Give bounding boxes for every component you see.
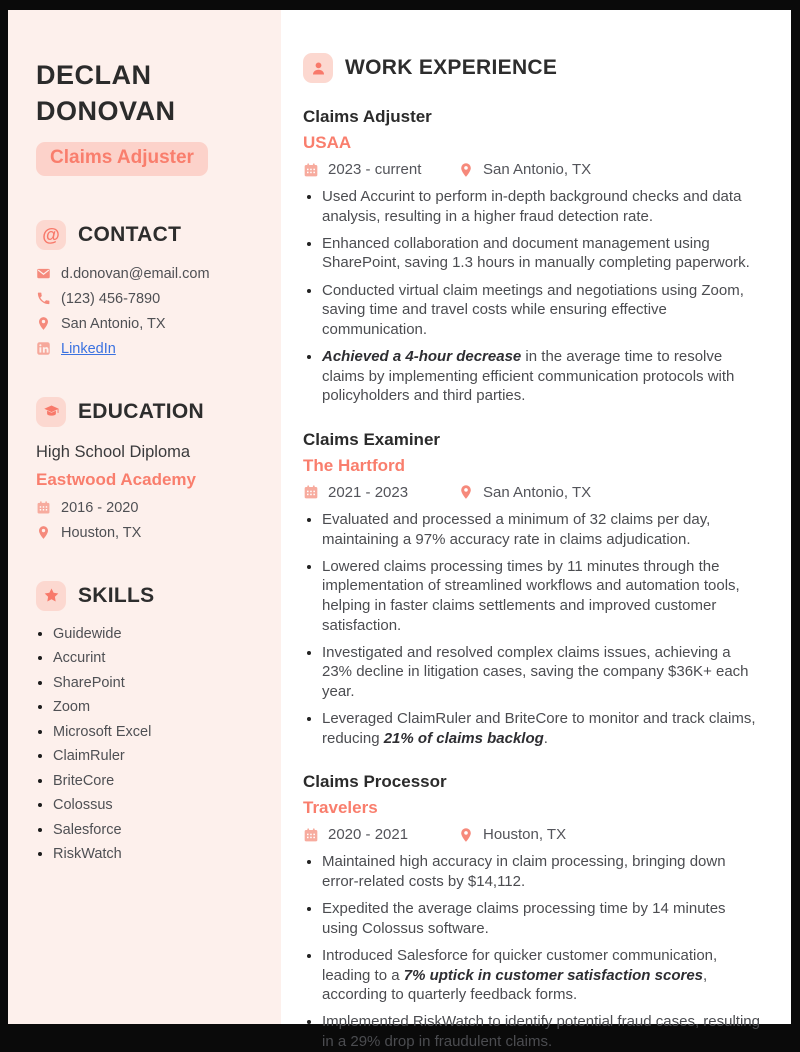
job-location: San Antonio, TX bbox=[483, 161, 592, 178]
job-company: The Hartford bbox=[303, 455, 405, 475]
job-bullet: • Maintained high accuracy in claim processing, bringing down error-related costs by $14,112. bbox=[322, 852, 763, 891]
main-column bbox=[281, 10, 791, 1051]
work-experience-heading: WORK EXPERIENCE bbox=[345, 56, 558, 79]
skill-item: • Guidewide bbox=[53, 626, 257, 642]
job-bullet: • Introduced Salesforce for quicker customer communication, leading to a 7% uptick in customer satisfaction scores, according to quarterly feedback forms. bbox=[322, 946, 763, 1005]
job-company: Travelers bbox=[303, 798, 378, 818]
location-pin-icon bbox=[458, 484, 474, 500]
job-bullet: • Investigated and resolved complex claims issues, achieving a 23% decline in litigation cases, saving the company $36K+ each year. bbox=[322, 643, 763, 702]
job-bullet: • Enhanced collaboration and document management using SharePoint, saving 1.3 hours in manually completing paperwork. bbox=[322, 234, 763, 273]
job-dates: 2020 - 2021 bbox=[328, 826, 409, 844]
calendar-icon bbox=[303, 827, 319, 843]
skill-item: • Colossus bbox=[53, 797, 257, 813]
skills-list bbox=[36, 626, 257, 863]
contact-location: San Antonio, TX bbox=[61, 315, 166, 332]
graduation-cap-icon bbox=[36, 397, 66, 427]
contact-heading: CONTACT bbox=[78, 222, 182, 246]
contact-linkedin-row bbox=[36, 341, 257, 357]
job-meta bbox=[303, 161, 763, 178]
job-bullet: • Implemented RiskWatch to identify potential fraud cases, resulting in a 29% drop in fraudulent claims. bbox=[322, 1012, 763, 1051]
skill-item: • Microsoft Excel bbox=[53, 724, 257, 740]
envelope-icon bbox=[36, 266, 51, 281]
job-entry bbox=[303, 430, 763, 749]
skill-item: • RiskWatch bbox=[53, 846, 257, 862]
job-dates-row bbox=[303, 161, 458, 178]
job-bullet: • Used Accurint to perform in-depth background checks and data analysis, resulting in a higher fraud detection rate. bbox=[322, 187, 763, 226]
person-name bbox=[36, 58, 257, 130]
job-title: Claims Examiner bbox=[303, 429, 441, 449]
star-icon bbox=[36, 581, 66, 611]
contact-location-row bbox=[36, 316, 257, 332]
education-section-header bbox=[36, 397, 257, 427]
calendar-icon bbox=[303, 484, 319, 500]
job-bullet: • Conducted virtual claim meetings and negotiations using Zoom, saving time and travel costs while ensuring effective communication. bbox=[322, 281, 763, 340]
calendar-icon bbox=[303, 162, 319, 178]
location-pin-icon bbox=[36, 525, 51, 540]
education-location: Houston, TX bbox=[61, 524, 142, 541]
job-bullets bbox=[303, 852, 763, 1051]
job-bullet: • Evaluated and processed a minimum of 32 claims per day, maintaining a 97% accuracy rate in claims adjudication. bbox=[322, 510, 763, 549]
job-location-row bbox=[458, 826, 566, 843]
job-title: Claims Adjuster bbox=[303, 107, 432, 126]
skills-section-header bbox=[36, 581, 257, 611]
education-dates: 2016 - 2020 bbox=[61, 499, 139, 516]
at-icon: @ bbox=[36, 220, 66, 250]
education-dates-row bbox=[36, 500, 257, 516]
job-location-row bbox=[458, 484, 591, 501]
job-dates-row bbox=[303, 484, 458, 501]
skill-item: • SharePoint bbox=[53, 675, 257, 691]
job-company: USAA bbox=[303, 133, 352, 152]
skill-item: • Salesforce bbox=[53, 822, 257, 838]
contact-phone-row bbox=[36, 291, 257, 307]
contact-phone: (123) 456-7890 bbox=[61, 290, 161, 307]
job-title-badge: Claims Adjuster bbox=[36, 142, 208, 176]
linkedin-link[interactable]: LinkedIn bbox=[61, 340, 116, 357]
education-school: Eastwood Academy bbox=[36, 469, 196, 489]
job-location-row bbox=[458, 161, 591, 178]
job-bullet: • Lowered claims processing times by 11 minutes through the implementation of streamlined workflows and automation tools, helping in faster claims settlements and improved customer satisfaction. bbox=[322, 557, 763, 636]
contact-email-row bbox=[36, 266, 257, 282]
job-entry bbox=[303, 772, 763, 1051]
person-icon bbox=[303, 53, 333, 83]
resume-page bbox=[8, 10, 791, 1051]
job-bullet: • Leveraged ClaimRuler and BriteCore to monitor and track claims, reducing 21% of claims backlog. bbox=[322, 709, 763, 748]
contact-section-header bbox=[36, 220, 257, 250]
job-dates-row bbox=[303, 826, 458, 843]
skills-heading: SKILLS bbox=[78, 583, 155, 607]
skill-item: • ClaimRuler bbox=[53, 748, 257, 764]
job-entry bbox=[303, 107, 763, 406]
location-pin-icon bbox=[458, 162, 474, 178]
location-pin-icon bbox=[36, 316, 51, 331]
sidebar bbox=[8, 10, 281, 1024]
location-pin-icon bbox=[458, 827, 474, 843]
job-bullet: • Expedited the average claims processing time by 14 minutes using Colossus software. bbox=[322, 899, 763, 938]
education-degree: High School Diploma bbox=[36, 442, 191, 461]
job-meta bbox=[303, 826, 763, 843]
job-meta bbox=[303, 484, 763, 501]
person-name-line1: DECLAN bbox=[36, 60, 152, 90]
job-bullets bbox=[303, 187, 763, 406]
education-location-row bbox=[36, 525, 257, 541]
job-bullets bbox=[303, 510, 763, 749]
job-title: Claims Processor bbox=[303, 772, 447, 792]
skill-item: • Accurint bbox=[53, 650, 257, 666]
contact-list bbox=[36, 266, 257, 357]
phone-icon bbox=[36, 291, 51, 306]
contact-email: d.donovan@email.com bbox=[61, 265, 210, 282]
education-heading: EDUCATION bbox=[78, 399, 204, 423]
job-dates: 2023 - current bbox=[328, 161, 422, 178]
linkedin-icon bbox=[36, 341, 51, 356]
job-dates: 2021 - 2023 bbox=[328, 483, 409, 501]
job-bullet: • Achieved a 4-hour decrease in the average time to resolve claims by implementing efficient communication protocols with policyholders and third parties. bbox=[322, 347, 763, 406]
person-name-line2: DONOVAN bbox=[36, 95, 176, 126]
skill-item: • BriteCore bbox=[53, 773, 257, 789]
work-experience-header bbox=[303, 53, 763, 83]
job-location: San Antonio, TX bbox=[483, 483, 592, 501]
skill-item: • Zoom bbox=[53, 699, 257, 715]
job-location: Houston, TX bbox=[483, 826, 567, 844]
calendar-icon bbox=[36, 500, 51, 515]
